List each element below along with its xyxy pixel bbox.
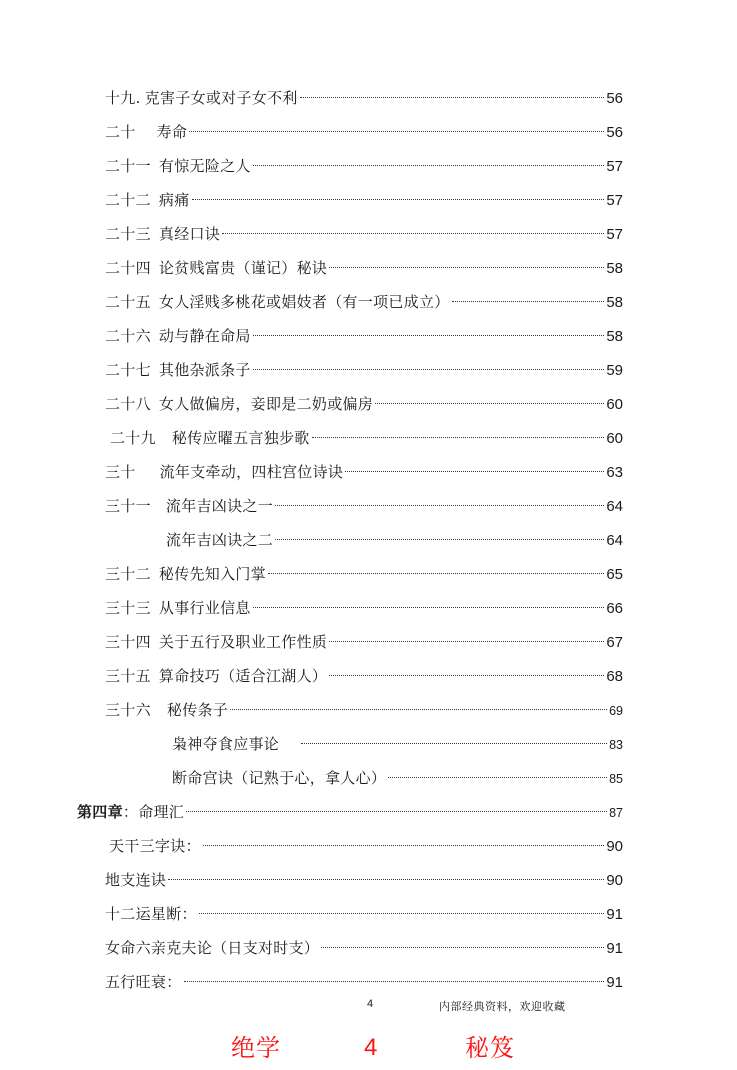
toc-entry-number: 二十四 bbox=[105, 259, 151, 277]
toc-entry-label bbox=[105, 358, 251, 382]
toc-entry-number: 二十三 bbox=[105, 225, 151, 243]
toc-entry-page: 59 bbox=[606, 362, 623, 379]
toc-entry-number: 二十八 bbox=[105, 395, 151, 413]
toc-entry-label bbox=[105, 698, 228, 722]
red-page-number: 4 bbox=[364, 1034, 379, 1061]
toc-entry-number: 三十六 bbox=[105, 701, 151, 719]
toc-entry-title: 流年吉凶诀之二 bbox=[166, 531, 274, 549]
toc-entry-page: 83 bbox=[609, 738, 623, 752]
toc-entry-number: 三十二 bbox=[105, 565, 151, 583]
toc-entry-label bbox=[105, 562, 266, 586]
toc-entry-number: 三十一 bbox=[105, 497, 151, 515]
toc-entry-31b[interactable] bbox=[166, 528, 623, 552]
toc-entry-page: 58 bbox=[606, 260, 623, 277]
toc-entry-page: 87 bbox=[609, 806, 623, 820]
toc-entry-label bbox=[105, 256, 327, 280]
toc-entry-title: 天干三字诀： bbox=[109, 837, 201, 855]
toc-entry-title: 秘传条子 bbox=[166, 701, 229, 719]
toc-entry-title: 女人淫贱多桃花或娼妓者（有一项已成立） bbox=[158, 293, 450, 311]
toc-entry-label bbox=[105, 494, 273, 518]
toc-entry-dizhi[interactable] bbox=[105, 868, 623, 892]
toc-entry-label bbox=[77, 800, 184, 824]
toc-entry-number: 三十四 bbox=[105, 633, 151, 651]
toc-entry-label bbox=[105, 970, 182, 994]
toc-entry-label bbox=[105, 290, 450, 314]
toc-entry-page: 64 bbox=[606, 498, 623, 515]
dot-leader bbox=[168, 879, 604, 880]
toc-entry-title: 女命六亲克夫论（日支对时支） bbox=[105, 939, 320, 957]
toc-entry-page: 91 bbox=[606, 906, 623, 923]
toc-entry-number: 二十 bbox=[105, 123, 136, 141]
dot-leader bbox=[230, 709, 607, 710]
toc-entry-title: 真经口诀 bbox=[158, 225, 221, 243]
toc-entry-label bbox=[105, 664, 327, 688]
toc-entry-page: 63 bbox=[606, 464, 623, 481]
dot-leader bbox=[192, 199, 605, 200]
dot-leader bbox=[253, 607, 605, 608]
toc-entry-20[interactable] bbox=[105, 120, 623, 144]
toc-entry-title: 流年支牵动，四柱宫位诗诀 bbox=[159, 463, 344, 481]
toc-entry-number: 二十五 bbox=[105, 293, 151, 311]
toc-entry-25[interactable] bbox=[105, 290, 623, 314]
toc-entry-label bbox=[105, 392, 373, 416]
toc-entry-number: 二十一 bbox=[105, 157, 151, 175]
dot-leader bbox=[312, 437, 605, 438]
toc-entry-title: 枭神夺食应事论 bbox=[172, 735, 280, 753]
toc-entry-title: 论贫贱富贵（谨记）秘诀 bbox=[158, 259, 328, 277]
toc-entry-tiangan[interactable] bbox=[109, 834, 623, 858]
chapter-number: 第四章 bbox=[77, 803, 123, 821]
dot-leader bbox=[452, 301, 605, 302]
red-title-right: 秘笈 bbox=[465, 1034, 515, 1062]
toc-entry-chapter-4[interactable] bbox=[77, 800, 623, 824]
toc-entry-page: 64 bbox=[606, 532, 623, 549]
dot-leader bbox=[275, 539, 604, 540]
toc-entry-32[interactable] bbox=[105, 562, 623, 586]
dot-leader bbox=[253, 369, 605, 370]
toc-entry-label bbox=[105, 868, 166, 892]
toc-entry-28[interactable] bbox=[105, 392, 623, 416]
toc-entry-page: 60 bbox=[606, 430, 623, 447]
toc-entry-label bbox=[172, 732, 299, 756]
toc-entry-label bbox=[105, 460, 343, 484]
toc-entry-title: 从事行业信息 bbox=[158, 599, 251, 617]
toc-entry-label bbox=[105, 630, 327, 654]
dot-leader bbox=[345, 471, 604, 472]
toc-entry-page: 56 bbox=[606, 90, 623, 107]
toc-entry-number: 二十二 bbox=[105, 191, 151, 209]
toc-entry-number: 二十九 bbox=[110, 429, 156, 447]
toc-entry-label bbox=[105, 936, 319, 960]
toc-entry-27[interactable] bbox=[105, 358, 623, 382]
dot-leader bbox=[253, 165, 605, 166]
toc-entry-page: 60 bbox=[606, 396, 623, 413]
toc-entry-title: 五行旺衰： bbox=[105, 973, 182, 991]
red-title-left: 绝学 bbox=[231, 1034, 281, 1062]
dot-leader bbox=[268, 573, 604, 574]
toc-entry-label bbox=[105, 120, 187, 144]
toc-entry-title: 地支连诀 bbox=[105, 871, 167, 889]
toc-entry-number: 十九. bbox=[105, 89, 141, 107]
toc-entry-page: 56 bbox=[606, 124, 623, 141]
toc-entry-title: ：命理汇 bbox=[122, 803, 185, 821]
footer-note: 内部经典资料，欢迎收藏 bbox=[439, 1000, 566, 1013]
toc-entry-page: 58 bbox=[606, 294, 623, 311]
dot-leader bbox=[300, 97, 605, 98]
toc-entry-wuxing[interactable] bbox=[105, 970, 623, 994]
toc-entry-label bbox=[105, 86, 298, 110]
toc-entry-page: 57 bbox=[606, 226, 623, 243]
toc-entry-22[interactable] bbox=[105, 188, 623, 212]
toc-entry-label bbox=[105, 324, 251, 348]
toc-entry-label bbox=[172, 766, 386, 790]
toc-entry-title: 断命宫诀（记熟于心，拿人心） bbox=[172, 769, 387, 787]
toc-entry-page: 90 bbox=[606, 838, 623, 855]
toc-entry-29[interactable] bbox=[110, 426, 623, 450]
dot-leader bbox=[253, 335, 605, 336]
dot-leader bbox=[203, 845, 605, 846]
toc-entry-page: 90 bbox=[606, 872, 623, 889]
toc-entry-page: 91 bbox=[606, 940, 623, 957]
toc-entry-label bbox=[105, 154, 251, 178]
toc-entry-title: 女人做偏房，妾即是二奶或偏房 bbox=[158, 395, 374, 413]
dot-leader bbox=[301, 743, 607, 744]
toc-entry-number: 二十七 bbox=[105, 361, 151, 379]
toc-entry-title: 秘传应曜五言独步歌 bbox=[171, 429, 310, 447]
toc-entry-page: 69 bbox=[609, 704, 623, 718]
toc-entry-36b[interactable] bbox=[172, 766, 623, 790]
toc-entry-21[interactable] bbox=[105, 154, 623, 178]
dot-leader bbox=[275, 505, 604, 506]
toc-entry-title: 流年吉凶诀之一 bbox=[165, 497, 274, 515]
toc-entry-number: 三十三 bbox=[105, 599, 151, 617]
toc-entry-number: 三十五 bbox=[105, 667, 151, 685]
dot-leader bbox=[199, 913, 605, 914]
toc-entry-number: 三十 bbox=[105, 463, 136, 481]
toc-entry-33[interactable] bbox=[105, 596, 623, 620]
toc-entry-page: 65 bbox=[606, 566, 623, 583]
dot-leader bbox=[388, 777, 607, 778]
toc-entry-label bbox=[109, 834, 201, 858]
toc-entry-page: 91 bbox=[606, 974, 623, 991]
toc-entry-label bbox=[105, 188, 190, 212]
toc-entry-title: 其他杂派条子 bbox=[158, 361, 251, 379]
toc-entry-23[interactable] bbox=[105, 222, 623, 246]
toc-entry-label bbox=[105, 222, 220, 246]
toc-entry-page: 57 bbox=[606, 158, 623, 175]
toc-entry-label bbox=[105, 902, 197, 926]
toc-entry-title: 克害子女或对子女不利 bbox=[144, 89, 298, 107]
toc-entry-31[interactable] bbox=[105, 494, 623, 518]
toc-entry-title: 有惊无险之人 bbox=[158, 157, 251, 175]
toc-entry-label bbox=[166, 528, 273, 552]
toc-entry-26[interactable] bbox=[105, 324, 623, 348]
toc-entry-page: 85 bbox=[609, 772, 623, 786]
toc-entry-19[interactable] bbox=[105, 86, 623, 110]
toc-entry-36a[interactable] bbox=[172, 732, 623, 756]
dot-leader bbox=[329, 675, 604, 676]
toc-entry-page: 57 bbox=[606, 192, 623, 209]
dot-leader bbox=[329, 267, 604, 268]
toc-entry-title: 十二运星断： bbox=[105, 905, 197, 923]
footer-page-number: 4 bbox=[367, 998, 374, 1010]
toc-entry-30[interactable] bbox=[105, 460, 623, 484]
dot-leader bbox=[375, 403, 604, 404]
toc-entry-title: 动与静在命局 bbox=[158, 327, 251, 345]
page-footer bbox=[0, 998, 737, 1018]
dot-leader bbox=[189, 131, 604, 132]
toc-entry-shieryun[interactable] bbox=[105, 902, 623, 926]
toc-entry-title: 寿命 bbox=[156, 123, 188, 141]
toc-entry-page: 67 bbox=[606, 634, 623, 651]
dot-leader bbox=[329, 641, 604, 642]
toc-entry-title: 病痛 bbox=[158, 191, 190, 209]
toc-entry-title: 算命技巧（适合江湖人） bbox=[158, 667, 328, 685]
toc-entry-34[interactable] bbox=[105, 630, 623, 654]
dot-leader bbox=[184, 981, 605, 982]
dot-leader bbox=[321, 947, 604, 948]
dot-leader bbox=[186, 811, 607, 812]
toc-entry-title: 秘传先知入门掌 bbox=[158, 565, 267, 583]
toc-entry-page: 58 bbox=[606, 328, 623, 345]
toc-entry-24[interactable] bbox=[105, 256, 623, 280]
toc-entry-label bbox=[110, 426, 310, 450]
toc-entry-title: 关于五行及职业工作性质 bbox=[158, 633, 328, 651]
toc-entry-label bbox=[105, 596, 251, 620]
toc-entry-nvming[interactable] bbox=[105, 936, 623, 960]
toc-entry-page: 68 bbox=[606, 668, 623, 685]
toc-entry-number: 二十六 bbox=[105, 327, 151, 345]
toc-entry-page: 66 bbox=[606, 600, 623, 617]
toc-entry-35[interactable] bbox=[105, 664, 623, 688]
dot-leader bbox=[222, 233, 604, 234]
toc-entry-36[interactable] bbox=[105, 698, 623, 722]
